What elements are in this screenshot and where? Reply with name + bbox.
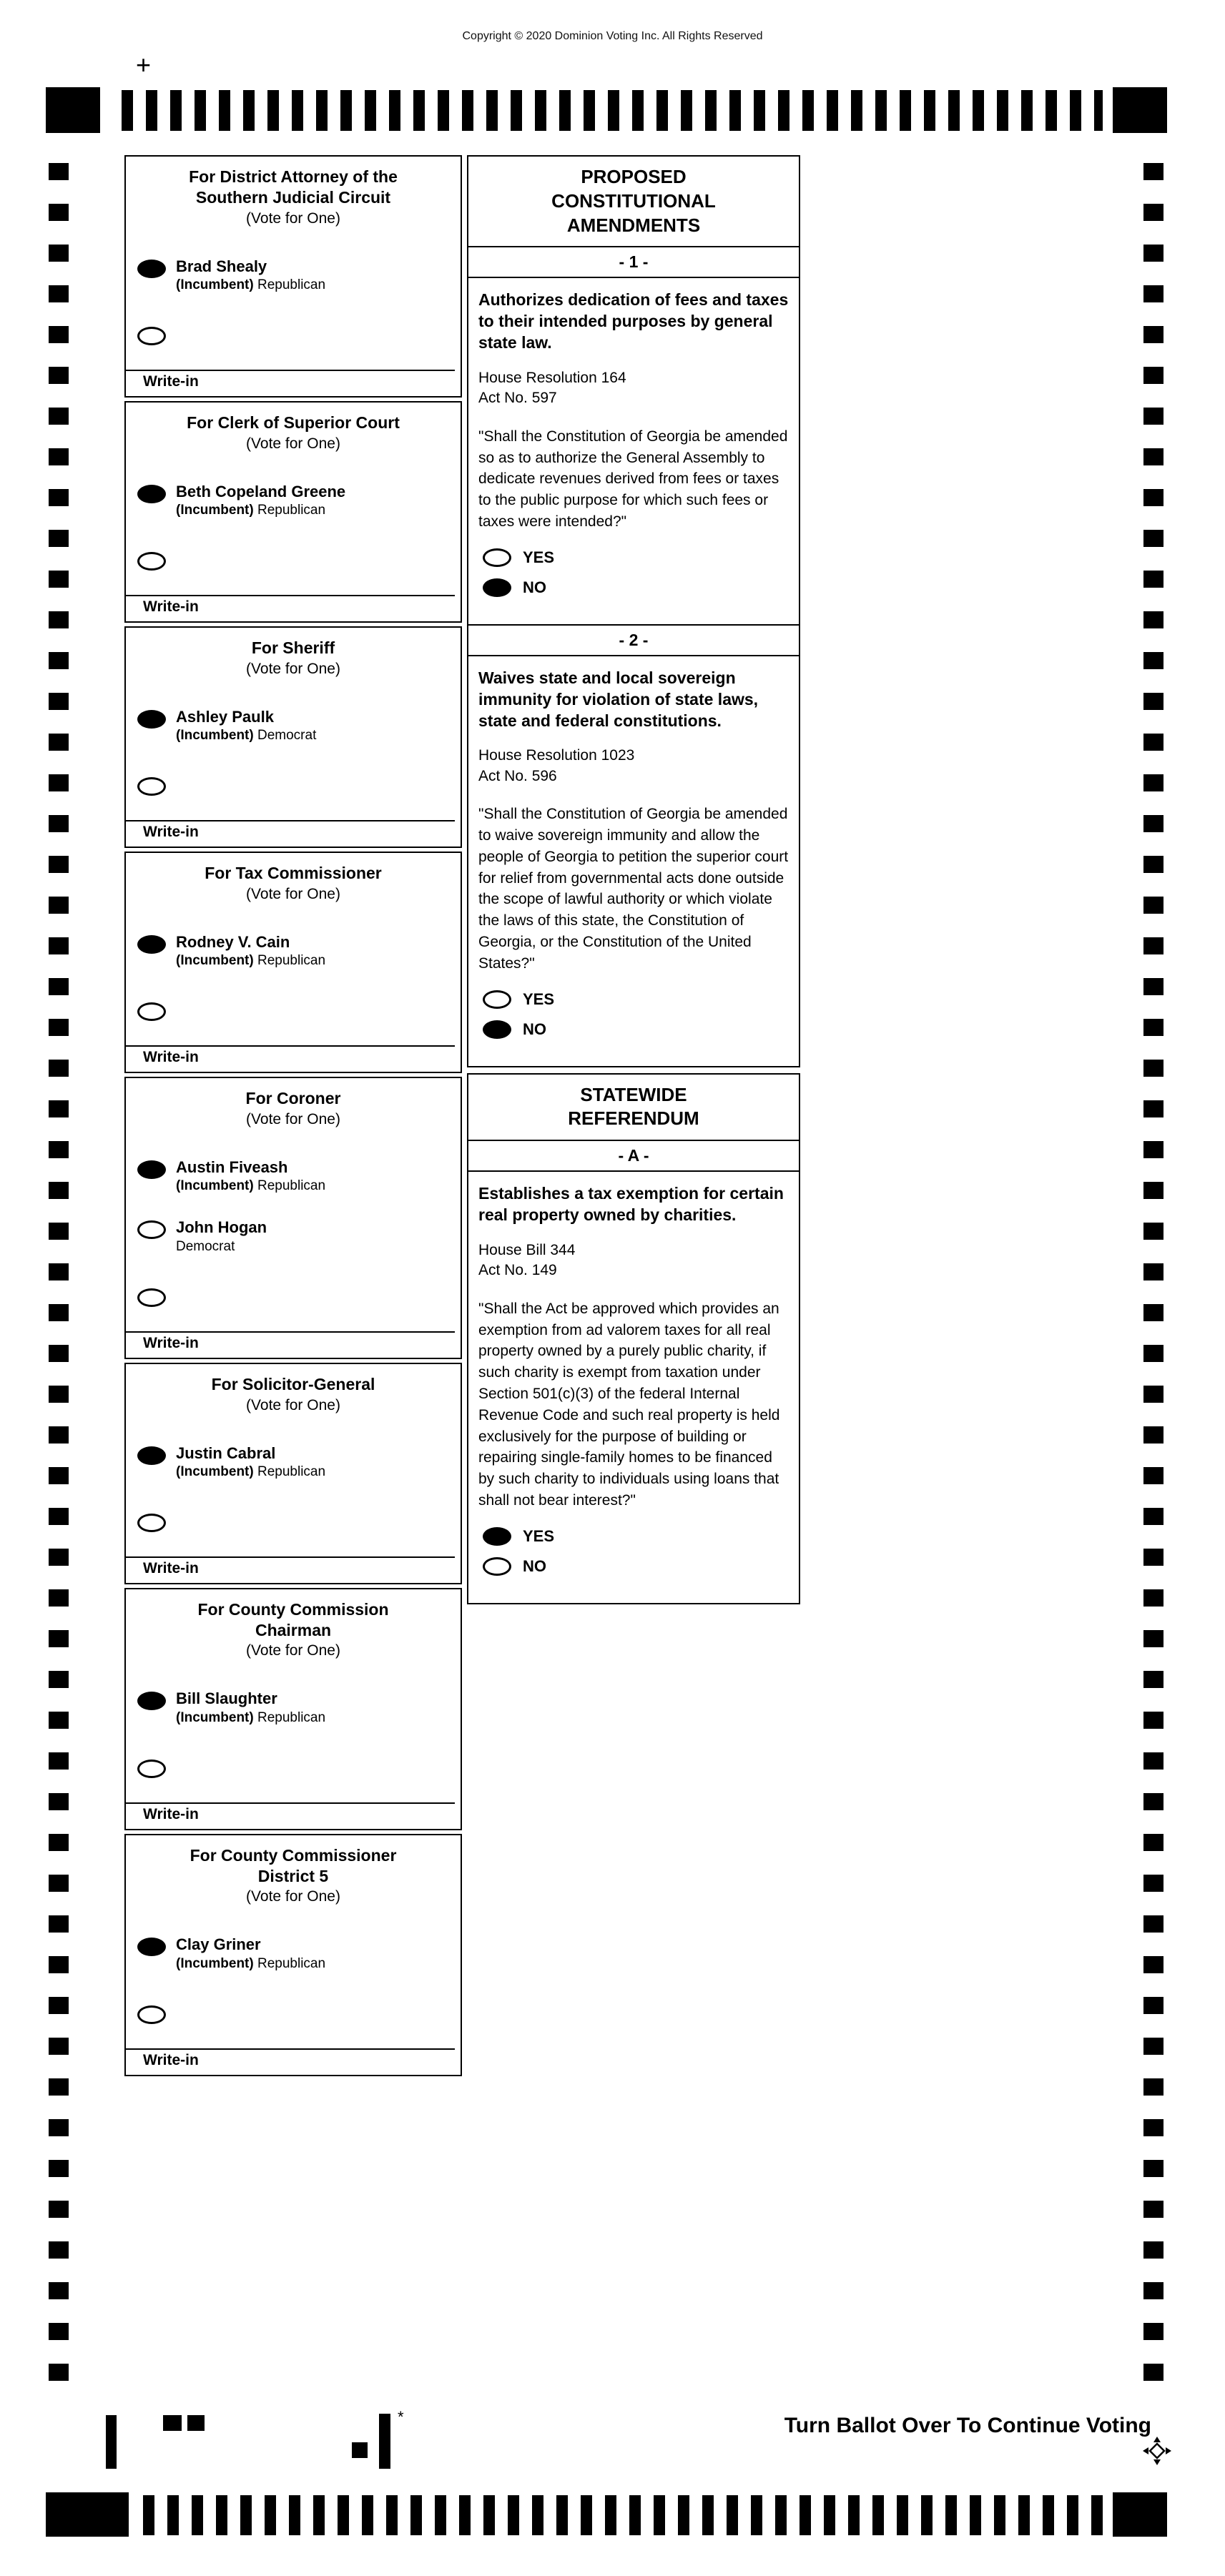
write-in-section [126, 595, 461, 620]
referendum-header-line: REFERENDUM [568, 1107, 699, 1130]
vote-oval-filled[interactable] [137, 1446, 166, 1465]
vote-oval-empty[interactable] [137, 1288, 166, 1307]
blank-candidate-row [126, 550, 461, 571]
measure-number: - 1 - [468, 247, 799, 278]
vote-for-instruction: (Vote for One) [246, 435, 340, 452]
candidate-detail [176, 1239, 267, 1255]
vote-oval-empty[interactable] [483, 990, 511, 1009]
contest-title: For Clerk of Superior Court [187, 413, 400, 432]
contest-column [124, 155, 462, 2080]
candidate-row [126, 1935, 461, 1971]
contest-header [126, 853, 461, 909]
write-in-label: Write-in [143, 824, 199, 841]
vote-oval-empty[interactable] [137, 1514, 166, 1532]
contest-title: District 5 [257, 1866, 329, 1885]
incumbent-label: (Incumbent) [176, 1955, 254, 1971]
candidate-name: Rodney V. Cain [176, 932, 290, 951]
incumbent-label: (Incumbent) [176, 1464, 254, 1479]
amendment-2 [468, 624, 799, 1066]
option-label: NO [523, 578, 546, 596]
candidate-info [176, 1444, 325, 1480]
blank-candidate-row [126, 1511, 461, 1532]
ballot-id-mark [352, 2442, 368, 2458]
write-in-label: Write-in [143, 1805, 199, 1822]
option-no-row [483, 578, 790, 597]
turn-ballot-over-text: Turn Ballot Over To Continue Voting [784, 2414, 1151, 2437]
blank-candidate-row [126, 1000, 461, 1021]
amendments-header-line: CONSTITUTIONAL [551, 189, 716, 212]
reference-line: Act No. 149 [478, 1262, 557, 1279]
option-label: YES [523, 1526, 555, 1545]
party-label: Republican [257, 503, 326, 518]
option-no-row [483, 1020, 790, 1039]
candidate-info [176, 1218, 267, 1254]
contest-title: For County Commission [197, 1599, 389, 1619]
vote-oval-empty[interactable] [137, 1220, 166, 1239]
candidate-info [176, 1689, 325, 1725]
contest-sheriff [124, 626, 462, 848]
contest-title: Chairman [255, 1620, 332, 1639]
measure-body [468, 278, 799, 623]
candidate-info [176, 1935, 325, 1971]
reference-line: House Resolution 1023 [478, 747, 635, 764]
candidate-name: Clay Griner [176, 1935, 261, 1954]
contest-header [126, 628, 461, 684]
timing-block-top-left [46, 87, 100, 133]
timing-marks-bottom [143, 2495, 1106, 2535]
vote-oval-empty[interactable] [137, 2005, 166, 2024]
vote-oval-filled[interactable] [483, 1527, 511, 1546]
measure-question: "Shall the Act be approved which provides an exemption from ad valorem taxes for all real property owned by a purely public charity, if such charity is exempt from taxation under Section 501(c)(3) of the federal Internal Revenue Code and such real property is held exclusively for the purpose of building or repairing single-family homes to be financed by such charity to individuals using loans that shall not bear interest?" [478, 1300, 780, 1509]
candidate-detail [176, 1178, 325, 1194]
constitutional-amendments-box [467, 155, 800, 1067]
vote-oval-filled[interactable] [137, 710, 166, 729]
contest-title: For Solicitor-General [211, 1374, 375, 1393]
amendments-header-line: PROPOSED [581, 166, 687, 187]
contest-clerk-superior-court [124, 401, 462, 623]
vote-oval-empty[interactable] [483, 1557, 511, 1576]
write-in-label: Write-in [143, 1049, 199, 1066]
contest-solicitor-general [124, 1363, 462, 1584]
write-in-section [126, 1045, 461, 1070]
contest-county-commissioner-district-5 [124, 1834, 462, 2076]
incumbent-label: (Incumbent) [176, 953, 254, 969]
vote-oval-empty[interactable] [483, 548, 511, 567]
candidate-row [126, 483, 461, 518]
measure-question: "Shall the Constitution of Georgia be amended to waive sovereign immunity and allow the people of Georgia to petition the superior court for relief from governmental acts done outside the scope of lawful authority or which violate the laws of this state, the Constitution of Georgia, or the Constitution of the United States?" [478, 806, 789, 972]
blank-candidate-row [126, 1757, 461, 1778]
ballot-id-mark [379, 2414, 390, 2469]
candidate-detail [176, 277, 325, 293]
party-label: Republican [257, 1178, 326, 1194]
referendum-header [468, 1075, 799, 1142]
candidate-name: Austin Fiveash [176, 1158, 288, 1177]
ballot-id-mark [163, 2415, 182, 2431]
candidate-row [126, 257, 461, 293]
amendments-header-line: AMENDMENTS [566, 214, 701, 236]
candidate-row [126, 1444, 461, 1480]
write-in-section [126, 1556, 461, 1581]
vote-oval-empty[interactable] [137, 552, 166, 571]
contest-coroner [124, 1077, 462, 1359]
vote-oval-filled[interactable] [137, 1692, 166, 1710]
ballot-id-mark [187, 2415, 205, 2431]
contest-header [126, 1364, 461, 1420]
referendum-a [468, 1141, 799, 1603]
contest-title: For County Commissioner [190, 1845, 397, 1865]
vote-for-instruction: (Vote for One) [246, 1396, 340, 1413]
option-label: YES [523, 990, 555, 1008]
write-in-section [126, 2048, 461, 2073]
ballot-id-mark [106, 2415, 117, 2469]
measure-options [478, 1511, 790, 1594]
option-no-row [483, 1557, 790, 1576]
write-in-label: Write-in [143, 598, 199, 616]
option-yes-row [483, 548, 790, 567]
incumbent-label: (Incumbent) [176, 503, 254, 518]
vote-oval-filled[interactable] [483, 1020, 511, 1039]
candidate-detail [176, 953, 325, 969]
measure-number: - A - [468, 1141, 799, 1172]
contest-title: For Tax Commissioner [205, 864, 382, 883]
contest-header [126, 1589, 461, 1666]
party-label: Republican [257, 1955, 326, 1971]
measure-reference [478, 368, 790, 409]
option-yes-row [483, 990, 790, 1009]
reference-line: House Resolution 164 [478, 370, 626, 387]
contest-title: For District Attorney of the [189, 167, 398, 186]
timing-block-top-right [1113, 87, 1167, 133]
vote-for-instruction: (Vote for One) [246, 885, 340, 902]
timing-block-bottom-left [46, 2492, 129, 2537]
vote-oval-filled[interactable] [137, 1938, 166, 1956]
copyright-line: Copyright © 2020 Dominion Voting Inc. All Rights Reserved [462, 30, 763, 42]
candidate-row [126, 708, 461, 744]
measure-summary: Waives state and local sovereign immunity for violation of state laws, state and federal constitutions. [478, 668, 759, 730]
candidate-row [126, 933, 461, 969]
party-label: Democrat [176, 1238, 235, 1254]
party-label: Republican [257, 1464, 326, 1479]
candidate-detail [176, 728, 316, 744]
vote-oval-filled[interactable] [137, 485, 166, 503]
timing-marks-top [122, 90, 1103, 131]
candidate-detail [176, 1464, 325, 1480]
contest-title: For Coroner [245, 1089, 341, 1108]
candidate-info [176, 257, 325, 293]
referendum-header-line: STATEWIDE [580, 1083, 687, 1105]
amendments-header [468, 157, 799, 247]
contest-header [126, 403, 461, 458]
measure-body [468, 656, 799, 1066]
vote-oval-filled[interactable] [483, 578, 511, 597]
write-in-label: Write-in [143, 1559, 199, 1576]
timing-marks-left [49, 163, 69, 2381]
candidate-name: John Hogan [176, 1218, 267, 1237]
candidate-name: Beth Copeland Greene [176, 482, 346, 500]
timing-block-bottom-right [1113, 2492, 1167, 2537]
write-in-section [126, 820, 461, 845]
candidate-detail [176, 1956, 325, 1972]
registration-crosshair-icon [1141, 2435, 1173, 2467]
measure-reference [478, 746, 790, 786]
incumbent-label: (Incumbent) [176, 728, 254, 744]
party-label: Republican [257, 277, 326, 292]
amendment-1 [468, 247, 799, 623]
write-in-label: Write-in [143, 2051, 199, 2068]
registration-asterisk: * [398, 2408, 404, 2426]
write-in-section [126, 1331, 461, 1356]
write-in-label: Write-in [143, 1334, 199, 1351]
contest-title: Southern Judicial Circuit [195, 187, 391, 207]
contest-header [126, 1078, 461, 1134]
vote-oval-filled[interactable] [137, 1160, 166, 1179]
incumbent-label: (Incumbent) [176, 1178, 254, 1194]
contest-header [126, 1835, 461, 1912]
measure-question: "Shall the Constitution of Georgia be amended so as to authorize the General Assembly to dedicate revenues derived from fees or taxes to the public purpose for which such fees or taxes were intended?" [478, 428, 788, 530]
contest-district-attorney [124, 155, 462, 398]
reference-line: House Bill 344 [478, 1242, 576, 1259]
statewide-referendum-box [467, 1073, 800, 1604]
reference-line: Act No. 597 [478, 390, 557, 407]
option-label: NO [523, 1556, 546, 1575]
candidate-name: Justin Cabral [176, 1444, 276, 1462]
candidate-row [126, 1158, 461, 1194]
vote-for-instruction: (Vote for One) [246, 1111, 340, 1128]
candidate-detail [176, 503, 345, 518]
write-in-section [126, 1802, 461, 1827]
vote-oval-empty[interactable] [137, 327, 166, 345]
candidate-info [176, 1158, 325, 1194]
party-label: Republican [257, 1709, 326, 1725]
candidate-detail [176, 1710, 325, 1726]
contest-tax-commissioner [124, 852, 462, 1073]
measure-reference [478, 1240, 790, 1281]
blank-candidate-row [126, 775, 461, 796]
vote-for-instruction: (Vote for One) [246, 1642, 340, 1659]
measure-body [468, 1172, 799, 1603]
candidate-info [176, 483, 345, 518]
contest-header [126, 157, 461, 233]
vote-for-instruction: (Vote for One) [246, 660, 340, 677]
vote-oval-empty[interactable] [137, 1760, 166, 1778]
reference-line: Act No. 596 [478, 767, 557, 784]
incumbent-label: (Incumbent) [176, 1709, 254, 1725]
blank-candidate-row [126, 2003, 461, 2024]
candidate-row [126, 1218, 461, 1254]
candidate-name: Brad Shealy [176, 257, 267, 275]
contest-county-commission-chairman [124, 1588, 462, 1830]
option-yes-row [483, 1527, 790, 1546]
candidate-info [176, 708, 316, 744]
write-in-section [126, 370, 461, 395]
measure-options [478, 533, 790, 616]
vote-oval-empty[interactable] [137, 1002, 166, 1021]
party-label: Republican [257, 953, 326, 969]
vote-oval-filled[interactable] [137, 935, 166, 954]
vote-oval-empty[interactable] [137, 777, 166, 796]
candidate-name: Bill Slaughter [176, 1689, 277, 1708]
registration-plus-mark: + [136, 50, 152, 79]
option-label: YES [523, 548, 555, 566]
measures-column [467, 155, 800, 1610]
candidate-name: Ashley Paulk [176, 707, 274, 726]
contest-title: For Sheriff [251, 638, 335, 658]
vote-for-instruction: (Vote for One) [246, 1888, 340, 1905]
option-label: NO [523, 1020, 546, 1038]
timing-marks-right [1143, 163, 1163, 2381]
candidate-info [176, 933, 325, 969]
measure-options [478, 974, 790, 1057]
candidate-row [126, 1689, 461, 1725]
measure-number: - 2 - [468, 626, 799, 656]
measure-summary: Authorizes dedication of fees and taxes to their intended purposes by general state law. [478, 290, 789, 352]
measure-summary: Establishes a tax exemption for certain real property owned by charities. [478, 1184, 784, 1225]
vote-for-instruction: (Vote for One) [246, 209, 340, 227]
blank-candidate-row [126, 325, 461, 345]
blank-candidate-row [126, 1286, 461, 1307]
vote-oval-filled[interactable] [137, 260, 166, 278]
incumbent-label: (Incumbent) [176, 277, 254, 292]
write-in-label: Write-in [143, 372, 199, 390]
party-label: Democrat [257, 728, 317, 744]
